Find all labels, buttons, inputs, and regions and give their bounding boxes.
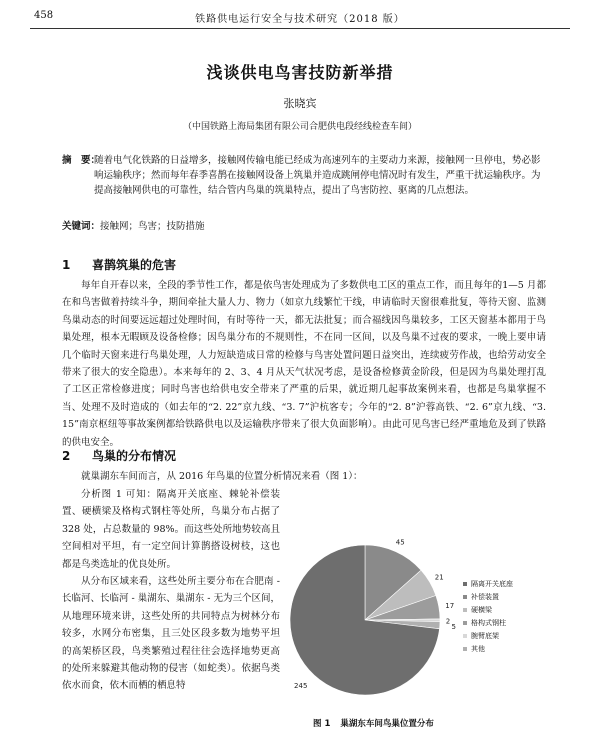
section-1-heading (62, 256, 176, 273)
legend-item: 硬横梁 (463, 603, 513, 616)
author: 张晓宾 (283, 97, 317, 110)
pie-data-label: 21 (434, 573, 444, 582)
journal-title: 铁路供电运行安全与技术研究（2018 版） (195, 14, 405, 25)
section-2-title: 鸟巢的分布情况 (92, 449, 177, 463)
abstract (62, 153, 546, 198)
section-2-number: 2 (62, 449, 71, 463)
abstract-text: 随着电气化铁路的日益增多，接触网传输电能已经成为高速列车的主要动力来源，接触网一旦停电，势必影响运输秩序；然而每年春季喜鹊在接触网设备上筑巢并造成跳闸停电情况时有发生，严重干扰运输秩序。为提高接触网供电的可靠性，结合管内鸟巢的筑巢特点，提出了鸟害防控、驱离的几点想法。 (94, 155, 541, 196)
section-1-paragraph: 每年自开春以来，全段的季节性工作，都是依鸟害处理成为了多数供电工区的重点工作，而且每年的1—5 月都在和鸟害做着持续斗争，期间牵扯大量人力、物力（如京九线繁忙干线，申请临时天窗很难批复，等待天窗、监测鸟巢动态的时间要远远超过处理时间，有时等待一天，都无法批复；而合福线因鸟巢较多，工区天窗基本都用于鸟巢处理，根本无暇顾及设备检修；因鸟巢分布的不规则性，不在同一区间，以及鸟巢不过夜的要求，一晚上要申请几个临时天窗来进行鸟巢处理，人力短缺造成日常的检修与鸟害处置问题日益突出，连续疲劳作战，也给劳动安全带来了很大的安全隐患）。本来每年的 2、3、4 月从天气状况考虑，是设备检修黄金阶段，但是因为鸟巢处理打乱了工区正常检修进度；同时鸟害也给供电安全带来了严重的后果，就近期几起事故案例来看，也都是鸟巢掌握不当、处理不及时造成的（如去年的“2. 22”京九线、“3. 7”沪杭客专；今年的“2. 8”沪蓉高铁、“2. 6”京九线、“3. 15”南京枢纽等事故案例都给铁路供电以及运输秩序带来了很大负面影响）。由此可见鸟害已经严重地危及到了铁路的供电安全。 (62, 280, 546, 448)
section-1-number: 1 (62, 258, 71, 272)
running-header (30, 6, 570, 29)
pie-data-label: 45 (395, 538, 405, 547)
page-number: 458 (34, 10, 54, 21)
legend-swatch (463, 608, 467, 612)
legend-item: 腕臂底架 (463, 629, 513, 642)
pie-data-label: 245 (294, 682, 308, 691)
legend-swatch (463, 621, 467, 625)
affiliation: （中国铁路上海局集团有限公司合肥供电段经线检查车间） (182, 122, 417, 132)
figure-caption-text: 巢湖东车间鸟巢位置分布 (340, 719, 434, 729)
keywords-label: 关键词： (62, 221, 101, 232)
keywords-text: 接触网；鸟害；技防措施 (100, 221, 205, 232)
legend-item: 格构式钢柱 (463, 616, 513, 629)
section-2-heading (62, 447, 176, 464)
pie-data-label: 5 (451, 623, 457, 632)
figure-caption (313, 717, 434, 729)
legend-swatch (463, 582, 467, 586)
legend-item: 隔离开关底座 (463, 577, 513, 590)
legend-swatch (463, 647, 467, 651)
legend-swatch (463, 595, 467, 599)
figure-number: 图 1 (313, 719, 331, 729)
pie-chart (270, 520, 460, 710)
section-2-paragraph-1: 分析图 1 可知：隔离开关底座、棘轮补偿装置、硬横梁及格构式钢柱等处所，鸟巢分布占据了 328 处，占总数量的 98%。而这些处所地势较高且空间相对平坦，有一定空间计算鹊搭设树枝，这也都是鸟类选址的优良处所。 (62, 489, 280, 570)
legend-swatch (463, 634, 467, 638)
section-2-paragraph-2: 从分布区域来看，这些处所主要分布在合肥南 - 长临河、长临河 - 巢湖东、巢湖东 - 无为三个区间，从地理环境来讲，这些处所的共同特点为树林分布较多，水网分布密集，且三处区段多数为地势平坦的高架桥区段，鸟类繁殖过程往往会选择地势更高的处所来躲避其他动物的侵害（如蛇类）。依据鸟类依水而食，依木而栖的栖息特 (62, 576, 280, 692)
legend-item: 补偿装置 (463, 590, 513, 603)
article-title: 浅谈供电鸟害技防新举措 (206, 63, 394, 82)
section-2-column-text (62, 486, 280, 695)
abstract-label: 摘 要： (62, 155, 101, 166)
section-2-intro: 就巢湖东车间而言，从 2016 年鸟巢的位置分析情况来看（图 1）： (81, 471, 363, 482)
pie-legend (463, 577, 513, 655)
section-1-title: 喜鹊筑巢的危害 (92, 258, 177, 272)
pie-data-label: 2 (445, 617, 451, 626)
legend-item: 其他 (463, 642, 513, 655)
pie-data-label: 17 (445, 602, 455, 611)
keywords (62, 218, 205, 232)
